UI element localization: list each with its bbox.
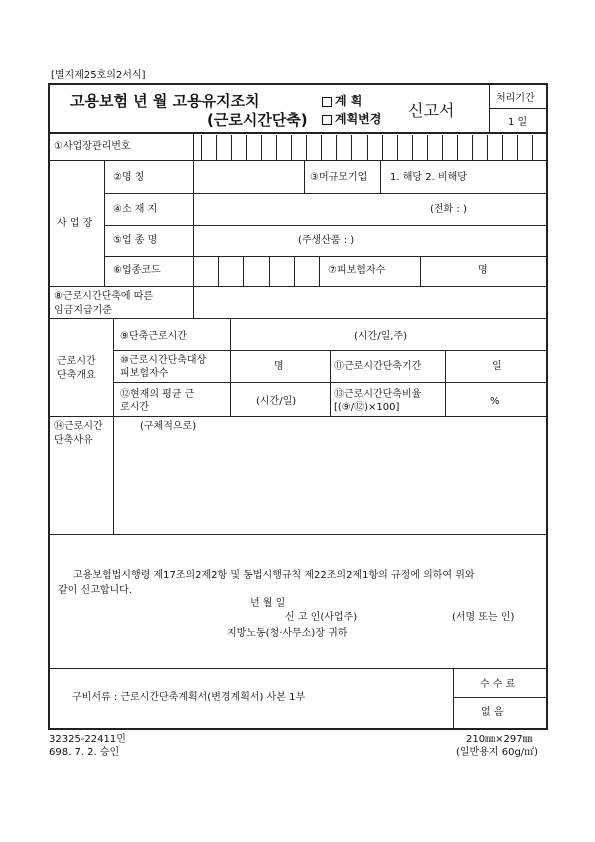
section-overview-2: 단축개요 bbox=[57, 370, 96, 381]
insured-count-label: ⑦피보험자수 bbox=[328, 265, 386, 276]
address-label: ④소 재 지 bbox=[113, 204, 158, 215]
industry-label: ⑤업 종 명 bbox=[113, 235, 158, 246]
declaration-date[interactable]: 년 월 일 bbox=[250, 598, 286, 609]
current-avg-label-2: 로시간 bbox=[120, 402, 149, 413]
attachments: 구비서류 : 근로시간단축계획서(변경계획서) 사본 1부 bbox=[72, 692, 306, 703]
reduction-period-label: ⑪근로시간단축기간 bbox=[334, 361, 422, 372]
footer-size: 210㎜×297㎜ bbox=[466, 734, 533, 745]
wage-basis-label-2: 임금지급기준 bbox=[54, 305, 112, 316]
declaration-text-2: 같이 신고합니다. bbox=[58, 585, 132, 596]
section-overview-1: 근로시간 bbox=[57, 356, 96, 367]
main-product-field[interactable]: (주생산품 : ) bbox=[298, 235, 355, 246]
reduction-ratio-label-1: ⑬근로시간단축비율 bbox=[334, 389, 422, 400]
priority-options[interactable]: 1. 해당 2. 비해당 bbox=[390, 172, 467, 183]
biz-mgmt-no-cells[interactable] bbox=[201, 135, 547, 160]
declaration-text-1: 고용보험법시행령 제17조의2제2항 및 동법시행규칙 제22조의2제1항의 규정에 의하여 위와 bbox=[73, 570, 475, 581]
footer-code: 32325-22411민 bbox=[49, 734, 126, 745]
target-insured-label-1: ⑩근로시간단축대상 bbox=[120, 355, 207, 366]
option-plan-change[interactable]: 계획변경 bbox=[320, 113, 381, 125]
plan-change-checkbox[interactable] bbox=[322, 115, 332, 125]
title-suffix: 신고서 bbox=[408, 101, 455, 120]
phone-field[interactable]: (전화 : ) bbox=[430, 204, 467, 215]
reduced-hours-unit[interactable]: (시간/일,주) bbox=[354, 331, 407, 342]
name-label: ②명 칭 bbox=[113, 172, 145, 183]
current-avg-unit[interactable]: (시간/일) bbox=[256, 396, 297, 407]
reduction-ratio-label-2: [(⑨/⑫)×100] bbox=[334, 402, 400, 413]
name-field[interactable] bbox=[194, 161, 304, 192]
target-insured-label-2: 피보험자수 bbox=[120, 368, 169, 379]
reduced-hours-label: ⑨단축근로시간 bbox=[120, 331, 187, 342]
current-avg-label-1: ⑫현재의 평균 근 bbox=[120, 389, 195, 400]
industry-code-cells[interactable] bbox=[218, 257, 320, 286]
insured-count-unit: 명 bbox=[478, 265, 488, 276]
processing-value: 1 일 bbox=[508, 117, 528, 128]
reason-field[interactable] bbox=[114, 434, 546, 532]
title-line1: 고용보험 년 월 고용유지조치 bbox=[70, 92, 260, 110]
biz-mgmt-no-label: ①사업장관리번호 bbox=[54, 141, 131, 152]
reduction-ratio-unit[interactable]: % bbox=[490, 396, 500, 407]
fee-value: 없 음 bbox=[481, 707, 504, 718]
option-plan[interactable]: 계 획 bbox=[320, 95, 362, 107]
reason-label-1: ⑭근로시간 bbox=[54, 421, 103, 432]
title-line2: (근로시간단축) bbox=[207, 111, 308, 129]
wage-basis-field[interactable] bbox=[194, 287, 546, 317]
section-business: 사 업 장 bbox=[57, 218, 93, 229]
priority-support-label: ③머규모기업 bbox=[310, 172, 368, 183]
reason-label-2: 단축사유 bbox=[54, 435, 93, 446]
reduction-period-unit[interactable]: 일 bbox=[492, 361, 502, 372]
footer-approval: 698. 7. 2. 승인 bbox=[49, 747, 120, 758]
addressee: 지방노동(청·사무소)장 귀하 bbox=[227, 628, 348, 639]
industry-code-label: ⑥업종코드 bbox=[113, 265, 161, 276]
address-field[interactable] bbox=[194, 194, 424, 224]
target-insured-unit[interactable]: 명 bbox=[274, 361, 284, 372]
fee-label: 수 수 료 bbox=[480, 679, 516, 690]
declarant-label: 신 고 인(사업주) bbox=[285, 612, 358, 623]
processing-label: 처리기간 bbox=[496, 93, 535, 104]
wage-basis-label-1: ⑧근로시간단축에 따른 bbox=[54, 291, 154, 302]
signature-label[interactable]: (서명 또는 인) bbox=[452, 612, 515, 623]
reason-hint: (구체적으로) bbox=[140, 421, 197, 432]
plan-checkbox[interactable] bbox=[322, 97, 332, 107]
form-tag: [별지제25호의2서식] bbox=[51, 70, 146, 81]
footer-paper: (일반용지 60g/㎡) bbox=[456, 747, 539, 758]
